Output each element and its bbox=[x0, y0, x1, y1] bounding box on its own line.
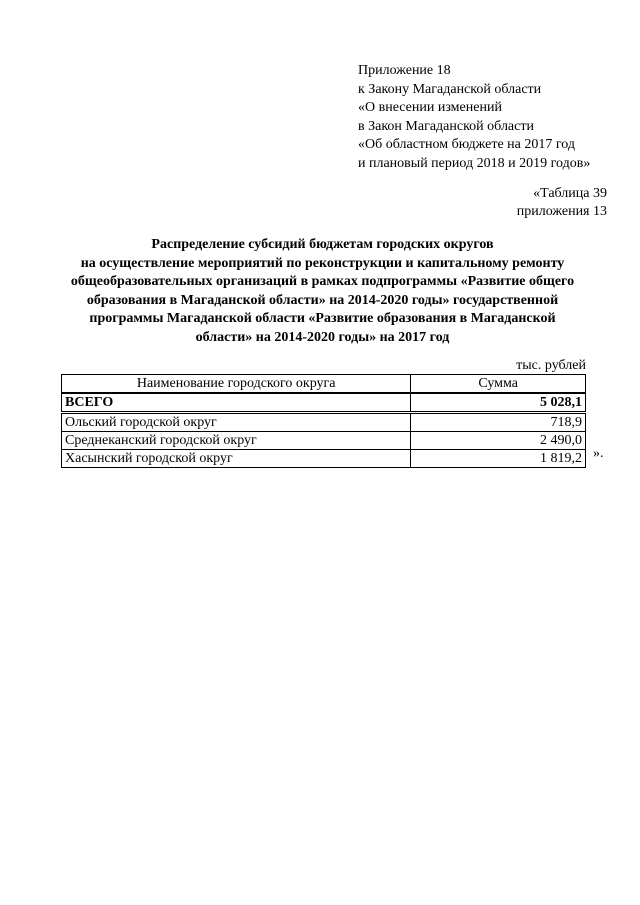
table-reference bbox=[517, 185, 607, 221]
units-label: тыс. рублей bbox=[516, 358, 586, 373]
table-reference-line-1: «Таблица 39 bbox=[533, 186, 607, 201]
table-reference-line-2: приложения 13 bbox=[516, 204, 607, 219]
row-name: Хасынский городской округ bbox=[62, 450, 411, 468]
header-name: Наименование городского округа bbox=[62, 375, 411, 394]
annex-line: и плановый период 2018 и 2019 годов» bbox=[358, 155, 591, 171]
annex-line: Приложение 18 bbox=[358, 63, 451, 78]
table-row bbox=[62, 432, 586, 450]
table-row bbox=[62, 413, 586, 432]
closing-quote-mark: ». bbox=[593, 446, 604, 461]
title-line: области» на 2014-2020 годы» на 2017 год bbox=[195, 329, 450, 345]
table-row bbox=[62, 450, 586, 468]
title-line: образования в Магаданской области» на 2014-2020 годы» государственной bbox=[86, 292, 559, 308]
title-line: Распределение субсидий бюджетам городских округов bbox=[151, 237, 494, 252]
row-sum: 2 490,0 bbox=[411, 432, 586, 450]
row-name: Ольский городской округ bbox=[62, 413, 411, 432]
total-sum: 5 028,1 bbox=[411, 393, 586, 413]
table-header-row bbox=[62, 375, 586, 394]
total-name: ВСЕГО bbox=[62, 393, 411, 413]
annex-line: в Закон Магаданской области bbox=[358, 118, 534, 134]
title-line: на осуществление мероприятий по реконструкции и капитальному ремонту bbox=[80, 255, 565, 271]
distribution-table bbox=[61, 374, 586, 468]
header-sum: Сумма bbox=[411, 375, 586, 394]
annex-line: «О внесении изменений bbox=[358, 100, 502, 116]
document-title bbox=[50, 236, 595, 348]
row-sum: 1 819,2 bbox=[411, 450, 586, 468]
row-name: Среднеканский городской округ bbox=[62, 432, 411, 450]
annex-line: «Об областном бюджете на 2017 год bbox=[358, 137, 575, 153]
table-total-row bbox=[62, 393, 586, 413]
title-line: общеобразовательных организаций в рамках подпрограммы «Развитие общего bbox=[70, 274, 575, 290]
title-line: программы Магаданской области «Развитие образования в Магаданской bbox=[89, 311, 556, 327]
annex-header bbox=[358, 62, 590, 174]
annex-line: к Закону Магаданской области bbox=[358, 81, 542, 97]
row-sum: 718,9 bbox=[411, 413, 586, 432]
